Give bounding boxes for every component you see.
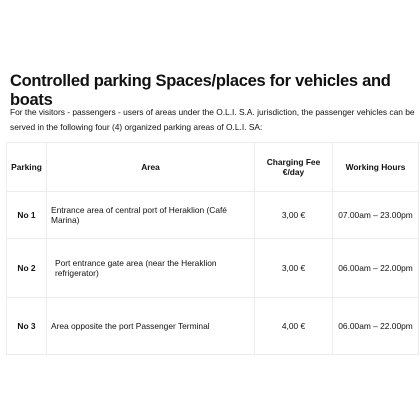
- intro-paragraph: For the visitors - passengers - users of areas under the O.L.I. S.A. jurisdiction, the passenger vehicles can be served in the following four (4) organized parking areas of O.L.I. SA:: [10, 107, 415, 132]
- parking-hours: 06.00am – 22.00pm: [333, 239, 419, 298]
- parking-area: Port entrance gate area (near the Heraklion refrigerator): [47, 239, 255, 298]
- table-row: [7, 192, 419, 239]
- parking-fee: 3,00 €: [255, 192, 333, 239]
- header-parking: Parking: [7, 143, 47, 192]
- table-header-row: [7, 143, 419, 192]
- table-row: [7, 239, 419, 298]
- header-area: Area: [47, 143, 255, 192]
- parking-area: Entrance area of central port of Heraklion (Café Marina): [47, 192, 255, 239]
- parking-area: Area opposite the port Passenger Terminal: [47, 298, 255, 355]
- parking-fee: 4,00 €: [255, 298, 333, 355]
- parking-hours: 07.00am – 23.00pm: [333, 192, 419, 239]
- parking-number: No 3: [7, 298, 47, 355]
- parking-hours: 06.00am – 22.00pm: [333, 298, 419, 355]
- parking-number: No 2: [7, 239, 47, 298]
- table-row: [7, 298, 419, 355]
- parking-fee: 3,00 €: [255, 239, 333, 298]
- header-hours: Working Hours: [333, 143, 419, 192]
- parking-number: No 1: [7, 192, 47, 239]
- header-fee: Charging Fee €/day: [255, 143, 333, 192]
- page-title: Controlled parking Spaces/places for vehicles and boats: [10, 72, 391, 109]
- parking-table: [6, 142, 419, 355]
